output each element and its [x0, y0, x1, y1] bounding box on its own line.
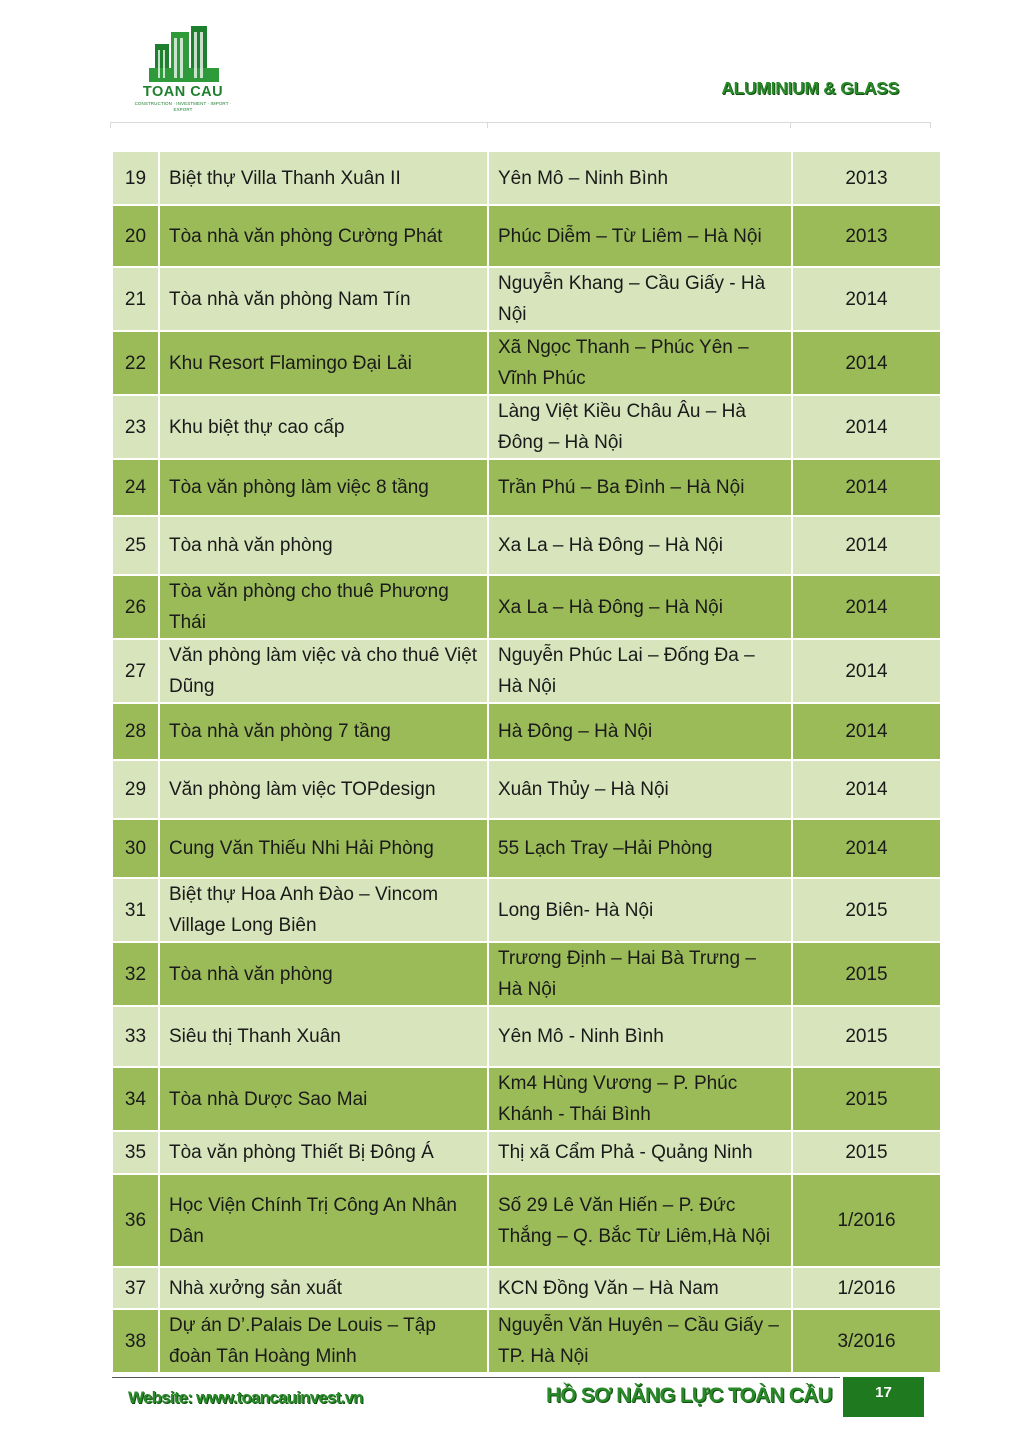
- table-row: [112, 151, 941, 205]
- cell-no: 26: [112, 575, 159, 639]
- page-number: 17: [843, 1377, 924, 1417]
- cell-location: Yên Mô - Ninh Bình: [488, 1006, 792, 1067]
- table-row: [112, 1131, 941, 1174]
- cell-year: 2013: [792, 151, 941, 205]
- table-row: [112, 331, 941, 395]
- cell-location: Yên Mô – Ninh Bình: [488, 151, 792, 205]
- table-row: [112, 205, 941, 267]
- table-row: [112, 942, 941, 1006]
- cell-year: 2015: [792, 1131, 941, 1174]
- cell-year: 2013: [792, 205, 941, 267]
- header-tick: [110, 122, 111, 128]
- cell-project-name: Tòa nhà văn phòng 7 tầng: [159, 703, 488, 760]
- cell-project-name: Khu Resort Flamingo Đại Lải: [159, 331, 488, 395]
- table-row: [112, 1067, 941, 1131]
- table-row: [112, 760, 941, 819]
- cell-project-name: Biệt thự Villa Thanh Xuân II: [159, 151, 488, 205]
- cell-year: 2014: [792, 703, 941, 760]
- cell-location: Long Biên- Hà Nội: [488, 878, 792, 942]
- header-tick: [487, 122, 488, 128]
- cell-location: Xa La – Hà Đông – Hà Nội: [488, 575, 792, 639]
- cell-location: Trần Phú – Ba Đình – Hà Nội: [488, 459, 792, 516]
- table-row: [112, 459, 941, 516]
- cell-no: 23: [112, 395, 159, 459]
- cell-location: Xa La – Hà Đông – Hà Nội: [488, 516, 792, 575]
- cell-location: Thị xã Cẩm Phả - Quảng Ninh: [488, 1131, 792, 1174]
- cell-year: 1/2016: [792, 1174, 941, 1267]
- building-logo-icon: [133, 24, 233, 86]
- cell-location: Nguyễn Khang – Cầu Giấy - Hà Nội: [488, 267, 792, 331]
- cell-project-name: Tòa nhà Dược Sao Mai: [159, 1067, 488, 1131]
- cell-project-name: Tòa văn phòng làm việc 8 tầng: [159, 459, 488, 516]
- logo-text: TOAN CAU: [142, 84, 224, 100]
- cell-location: Làng Việt Kiều Châu Âu – Hà Đông – Hà Nội: [488, 395, 792, 459]
- cell-no: 32: [112, 942, 159, 1006]
- cell-no: 22: [112, 331, 159, 395]
- cell-year: 2014: [792, 267, 941, 331]
- cell-no: 28: [112, 703, 159, 760]
- cell-project-name: Tòa nhà văn phòng Cường Phát: [159, 205, 488, 267]
- section-title: ALUMINIUM & GLASS: [721, 78, 899, 98]
- cell-no: 29: [112, 760, 159, 819]
- table-row: [112, 819, 941, 878]
- cell-location: Hà Đông – Hà Nội: [488, 703, 792, 760]
- table-row: [112, 516, 941, 575]
- cell-year: 2014: [792, 395, 941, 459]
- table-row: [112, 703, 941, 760]
- cell-location: KCN Đồng Văn – Hà Nam: [488, 1267, 792, 1309]
- table-row: [112, 878, 941, 942]
- cell-year: 3/2016: [792, 1309, 941, 1373]
- cell-location: Phúc Diễm – Từ Liêm – Hà Nội: [488, 205, 792, 267]
- cell-year: 1/2016: [792, 1267, 941, 1309]
- footer-title: HỒ SƠ NĂNG LỰC TOÀN CẦU: [545, 1384, 832, 1407]
- cell-year: 2014: [792, 575, 941, 639]
- cell-location: Số 29 Lê Văn Hiến – P. Đức Thắng – Q. Bắc Từ Liêm,Hà Nội: [488, 1174, 792, 1267]
- cell-project-name: Văn phòng làm việc và cho thuê Việt Dũng: [159, 639, 488, 703]
- cell-no: 33: [112, 1006, 159, 1067]
- cell-no: 19: [112, 151, 159, 205]
- cell-year: 2014: [792, 331, 941, 395]
- cell-year: 2014: [792, 459, 941, 516]
- header-tick: [930, 122, 931, 128]
- cell-year: 2014: [792, 516, 941, 575]
- cell-project-name: Văn phòng làm việc TOPdesign: [159, 760, 488, 819]
- cell-no: 30: [112, 819, 159, 878]
- cell-no: 20: [112, 205, 159, 267]
- cell-project-name: Dự án D’.Palais De Louis – Tập đoàn Tân Hoàng Minh: [159, 1309, 488, 1373]
- cell-location: Xuân Thủy – Hà Nội: [488, 760, 792, 819]
- cell-project-name: Nhà xưởng sản xuất: [159, 1267, 488, 1309]
- footer-divider: [112, 1377, 840, 1378]
- cell-year: 2014: [792, 760, 941, 819]
- cell-project-name: Tòa văn phòng Thiết Bị Đông Á: [159, 1131, 488, 1174]
- cell-no: 36: [112, 1174, 159, 1267]
- cell-year: 2014: [792, 639, 941, 703]
- table-row: [112, 395, 941, 459]
- logo-subtext: CONSTRUCTION · INVESTMENT · IMPORT · EXPORT: [134, 101, 232, 112]
- header-tick: [790, 122, 791, 128]
- cell-year: 2014: [792, 819, 941, 878]
- cell-project-name: Tòa nhà văn phòng: [159, 516, 488, 575]
- table-row: [112, 1267, 941, 1309]
- cell-no: 25: [112, 516, 159, 575]
- projects-table: [111, 150, 942, 1374]
- cell-location: Nguyễn Phúc Lai – Đống Đa – Hà Nội: [488, 639, 792, 703]
- cell-location: Trương Định – Hai Bà Trưng – Hà Nội: [488, 942, 792, 1006]
- cell-project-name: Cung Văn Thiếu Nhi Hải Phòng: [159, 819, 488, 878]
- table-row: [112, 1309, 941, 1373]
- cell-location: Km4 Hùng Vương – P. Phúc Khánh - Thái Bình: [488, 1067, 792, 1131]
- cell-year: 2015: [792, 1006, 941, 1067]
- cell-no: 34: [112, 1067, 159, 1131]
- table-row: [112, 639, 941, 703]
- company-logo: [133, 24, 233, 112]
- cell-project-name: Tòa nhà văn phòng Nam Tín: [159, 267, 488, 331]
- header-divider: [110, 122, 930, 123]
- cell-year: 2015: [792, 1067, 941, 1131]
- cell-no: 37: [112, 1267, 159, 1309]
- cell-project-name: Tòa nhà văn phòng: [159, 942, 488, 1006]
- table-row: [112, 575, 941, 639]
- cell-project-name: Tòa văn phòng cho thuê Phương Thái: [159, 575, 488, 639]
- table-row: [112, 1006, 941, 1067]
- cell-location: Xã Ngọc Thanh – Phúc Yên – Vĩnh Phúc: [488, 331, 792, 395]
- table-row: [112, 267, 941, 331]
- cell-no: 35: [112, 1131, 159, 1174]
- cell-project-name: Siêu thị Thanh Xuân: [159, 1006, 488, 1067]
- cell-project-name: Khu biệt thự cao cấp: [159, 395, 488, 459]
- cell-project-name: Học Viện Chính Trị Công An Nhân Dân: [159, 1174, 488, 1267]
- cell-location: 55 Lạch Tray –Hải Phòng: [488, 819, 792, 878]
- cell-no: 24: [112, 459, 159, 516]
- cell-project-name: Biệt thự Hoa Anh Đào – Vincom Village Long Biên: [159, 878, 488, 942]
- cell-year: 2015: [792, 878, 941, 942]
- cell-no: 27: [112, 639, 159, 703]
- footer-website: Website: www.toancauinvest.vn: [128, 1388, 363, 1407]
- table-row: [112, 1174, 941, 1267]
- cell-location: Nguyễn Văn Huyên – Cầu Giấy – TP. Hà Nội: [488, 1309, 792, 1373]
- cell-no: 38: [112, 1309, 159, 1373]
- cell-no: 31: [112, 878, 159, 942]
- cell-year: 2015: [792, 942, 941, 1006]
- cell-no: 21: [112, 267, 159, 331]
